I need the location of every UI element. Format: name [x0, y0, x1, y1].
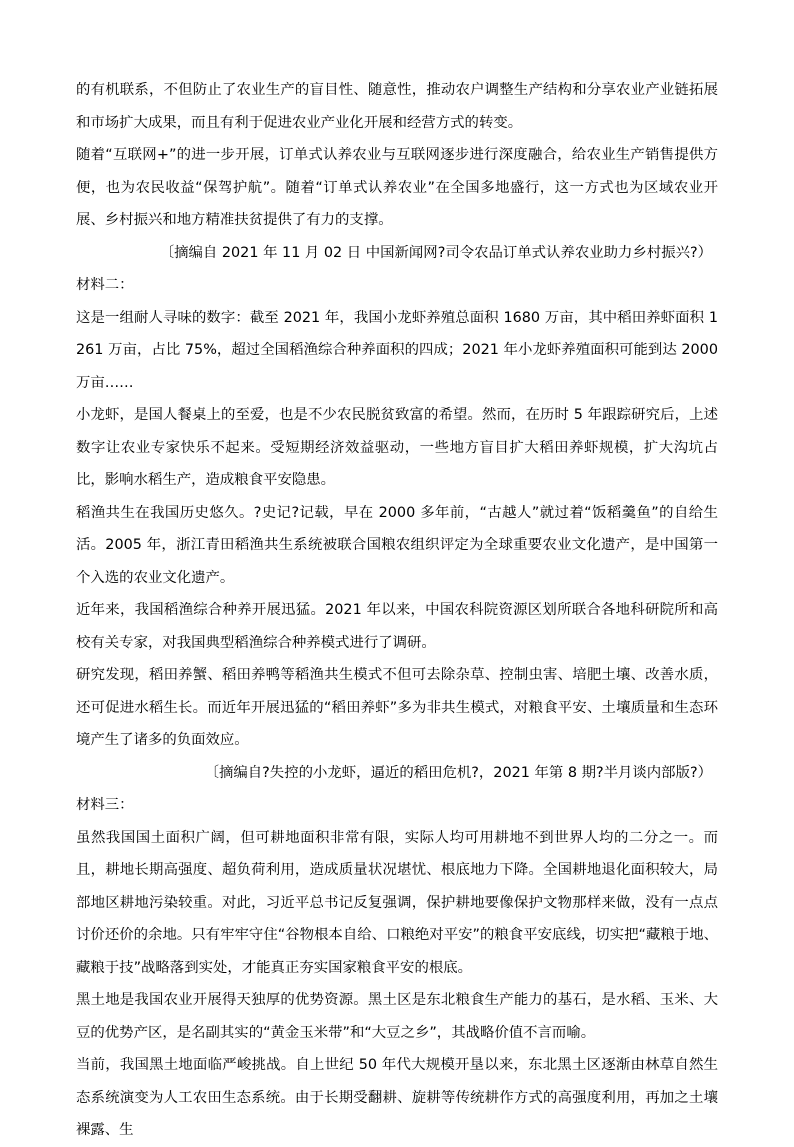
section-heading: 材料二： [76, 277, 134, 293]
source-citation: 〔摘编自?失控的小龙虾，逼近的稻田危机?，2021 年第 8 期?半月谈内部版?） [204, 764, 712, 781]
source-citation: 〔摘编自 2021 年 11 月 02 日 中国新闻网?司令农品订单式认养农业助力乡村振兴?） [159, 244, 712, 261]
paragraph: 当前，我国黑土地面临严峻挑战。自上世纪 50 年代大规模开垦以来，东北黑土区逐渐由林草自然生态系统演变为人工农田生态系统。由于长期受翻耕、旋耕等传统耕作方式的高强度利用，再加之土壤裸露、生 [76, 1057, 718, 1138]
paragraph: 研究发现，稻田养蟹、稻田养鸭等稻渔共生模式不但可去除杂草、控制虫害、培肥土壤、改善水质，还可促进水稻生长。而近年开展迅猛的“稻田养虾”多为非共生模式，对粮食平安、土壤质量和生态环境产生了诸多的负面效应。 [76, 667, 718, 748]
section-heading: 材料三： [76, 797, 134, 813]
paragraph: 这是一组耐人寻味的数字：截至 2021 年，我国小龙虾养殖总面积 1680 万亩，其中稻田养虾面积 1261 万亩，占比 75%，超过全国稻渔综合种养面积的四成；2021 年小龙虾养殖面积可能到达 2000 万亩…… [76, 309, 718, 391]
paragraph: 虽然我国国土面积广阔，但可耕地面积非常有限，实际人均可用耕地不到世界人均的二分之一。而且，耕地长期高强度、超负荷利用，造成质量状况堪忧、根底地力下降。全国耕地退化面积较大，局部地区耕地污染较重。对此，习近平总书记反复强调，保护耕地要像保护文物那样来做，没有一点点讨价还价的余地。只有牢牢守住“谷物根本自给、口粮绝对平安”的粮食平安底线，切实把“藏粮于地、藏粮于技”战略落到实处，才能真正夯实国家粮食平安的根底。 [76, 829, 718, 976]
paragraph: 黑土地是我国农业开展得天独厚的优势资源。黑土区是东北粮食生产能力的基石，是水稻、玉米、大豆的优势产区，是名副其实的“黄金玉米带”和“大豆之乡”，其战略价值不言而喻。 [76, 992, 718, 1041]
paragraph: 的有机联系，不但防止了农业生产的盲目性、随意性，推动农户调整生产结构和分享农业产业链拓展和市场扩大成果，而且有利于促进农业产业化开展和经营方式的转变。 [76, 82, 718, 131]
paragraph: 近年来，我国稻渔综合种养开展迅猛。2021 年以来，中国农科院资源区划所联合各地科研院所和高校有关专家，对我国典型稻渔综合种养模式进行了调研。 [76, 602, 718, 651]
paragraph: 随着“互联网+”的进一步开展，订单式认养农业与互联网逐步进行深度融合，给农业生产销售提供方便，也为农民收益“保驾护航”。随着“订单式认养农业”在全国多地盛行，这一方式也为区域农业开展、乡村振兴和地方精准扶贫提供了有力的支撑。 [76, 147, 718, 228]
paragraph: 小龙虾，是国人餐桌上的至爱，也是不少农民脱贫致富的希望。然而，在历时 5 年跟踪研究后，上述数字让农业专家快乐不起来。受短期经济效益驱动，一些地方盲目扩大稻田养虾规模，扩大沟坑占比，影响水稻生产，造成粮食平安隐患。 [76, 407, 718, 488]
paragraph: 稻渔共生在我国历史悠久。?史记?记载，早在 2000 多年前，“古越人”就过着“饭稻羹鱼”的自给生活。2005 年，浙江青田稻渔共生系统被联合国粮农组织评定为全球重要农业文化遗产，是中国第一个入选的农业文化遗产。 [76, 504, 718, 586]
document-body [76, 74, 718, 1147]
